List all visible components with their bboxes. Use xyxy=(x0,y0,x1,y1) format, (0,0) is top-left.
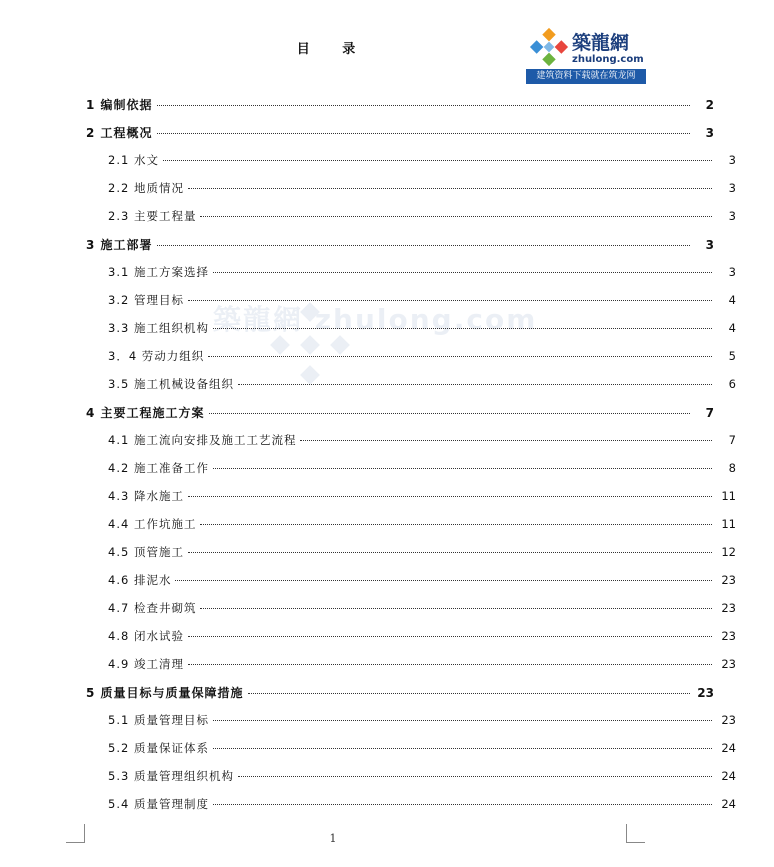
toc-entry[interactable] xyxy=(0,376,774,394)
toc-entry-label: 4.6 排泥水 xyxy=(108,573,172,587)
toc-entry[interactable] xyxy=(0,404,752,422)
toc-entry[interactable] xyxy=(0,208,774,226)
toc-entry-page: 23 xyxy=(721,629,736,643)
toc-entry[interactable] xyxy=(0,292,774,310)
toc-entry-page: 24 xyxy=(721,769,736,783)
toc-entry[interactable] xyxy=(0,768,774,786)
watermark-text: 築龍網 zhulong.com xyxy=(213,303,538,336)
toc-leader-dots xyxy=(157,245,690,246)
toc-leader-dots xyxy=(200,524,712,525)
toc-leader-dots xyxy=(188,496,712,497)
toc-entry[interactable] xyxy=(0,572,774,590)
toc-leader-dots xyxy=(300,440,712,441)
toc-leader-dots xyxy=(213,272,712,273)
toc-leader-dots xyxy=(213,720,712,721)
toc-leader-dots xyxy=(188,636,712,637)
toc-entry-page: 6 xyxy=(728,377,736,391)
toc-entry[interactable] xyxy=(0,628,774,646)
toc-title: 目 录 xyxy=(296,42,370,57)
toc-leader-dots xyxy=(188,552,712,553)
toc-entry[interactable] xyxy=(0,516,774,534)
toc-entry-label: 4.7 检查井砌筑 xyxy=(108,601,197,615)
toc-entry[interactable] xyxy=(0,264,774,282)
toc-entry-label: 4.2 施工准备工作 xyxy=(108,461,209,475)
toc-entry-page: 23 xyxy=(697,686,714,700)
toc-entry-label: 4.4 工作坑施工 xyxy=(108,517,197,531)
toc-entry-page: 3 xyxy=(705,126,714,140)
toc-entry-page: 7 xyxy=(728,433,736,447)
toc-leader-dots xyxy=(200,216,712,217)
toc-entry[interactable] xyxy=(0,712,774,730)
toc-entry[interactable] xyxy=(0,796,774,814)
toc-entry-label: 3 施工部署 xyxy=(86,238,153,252)
toc-entry-label: 4 主要工程施工方案 xyxy=(86,406,205,420)
toc-entry[interactable] xyxy=(0,180,774,198)
toc-leader-dots xyxy=(163,160,712,161)
toc-entry[interactable] xyxy=(0,152,774,170)
toc-entry-label: 5.3 质量管理组织机构 xyxy=(108,769,234,783)
toc-entry[interactable] xyxy=(0,96,752,114)
page-number: 1 xyxy=(329,832,337,845)
toc-entry-page: 5 xyxy=(728,349,736,363)
logo-domain: zhulong.com xyxy=(572,54,644,65)
toc-entry-label: 4.9 竣工清理 xyxy=(108,657,184,671)
toc-leader-dots xyxy=(188,300,712,301)
toc-entry-page: 3 xyxy=(728,153,736,167)
toc-leader-dots xyxy=(208,356,712,357)
toc-leader-dots xyxy=(157,105,690,106)
toc-entry[interactable] xyxy=(0,236,752,254)
toc-entry-page: 23 xyxy=(721,601,736,615)
toc-leader-dots xyxy=(213,468,712,469)
toc-leader-dots xyxy=(209,413,690,414)
toc-entry-page: 23 xyxy=(721,657,736,671)
toc-entry[interactable] xyxy=(0,544,774,562)
toc-leader-dots xyxy=(248,693,690,694)
toc-entry-page: 3 xyxy=(728,209,736,223)
toc-entry-label: 1 编制依据 xyxy=(86,98,153,112)
toc-entry-label: 3.3 施工组织机构 xyxy=(108,321,209,335)
toc-entry-page: 12 xyxy=(721,545,736,559)
toc-entry[interactable] xyxy=(0,460,774,478)
toc-entry[interactable] xyxy=(0,488,774,506)
toc-entry-label: 5.1 质量管理目标 xyxy=(108,713,209,727)
toc-entry[interactable] xyxy=(0,320,774,338)
toc-entry-label: 2.3 主要工程量 xyxy=(108,209,197,223)
toc-entry-label: 4.1 施工流向安排及施工工艺流程 xyxy=(108,433,297,447)
toc-entry-label: 2 工程概况 xyxy=(86,126,153,140)
toc-entry-page: 23 xyxy=(721,713,736,727)
toc-leader-dots xyxy=(213,328,712,329)
toc-entry[interactable] xyxy=(0,124,752,142)
toc-entry-page: 4 xyxy=(728,321,736,335)
logo-name: 築龍網 xyxy=(572,32,630,54)
toc-entry-page: 7 xyxy=(705,406,714,420)
toc-entry-page: 4 xyxy=(728,293,736,307)
toc-entry-page: 3 xyxy=(728,265,736,279)
toc-leader-dots xyxy=(188,664,712,665)
toc-entry-label: 5.2 质量保证体系 xyxy=(108,741,209,755)
toc-entry[interactable] xyxy=(0,740,774,758)
toc-entry-label: 3.1 施工方案选择 xyxy=(108,265,209,279)
toc-entry-page: 24 xyxy=(721,797,736,811)
toc-entry-label: 4.5 顶管施工 xyxy=(108,545,184,559)
toc-entry[interactable] xyxy=(0,656,774,674)
toc-entry-label: 4.8 闭水试验 xyxy=(108,629,184,643)
toc-leader-dots xyxy=(157,133,690,134)
logo-tagline: 建筑资料下载就在筑龙网 xyxy=(526,69,646,84)
toc-entry-label: 4.3 降水施工 xyxy=(108,489,184,503)
toc-leader-dots xyxy=(213,748,712,749)
toc-entry[interactable] xyxy=(0,432,774,450)
toc-entry-page: 3 xyxy=(705,238,714,252)
toc-leader-dots xyxy=(238,776,712,777)
toc-entry-page: 8 xyxy=(728,461,736,475)
toc-leader-dots xyxy=(200,608,712,609)
toc-leader-dots xyxy=(175,580,712,581)
toc-entry-label: 3.2 管理目标 xyxy=(108,293,184,307)
toc-entry-label: 5.4 质量管理制度 xyxy=(108,797,209,811)
toc-entry-label: 2.2 地质情况 xyxy=(108,181,184,195)
toc-entry-page: 11 xyxy=(721,489,736,503)
toc-entry-page: 3 xyxy=(728,181,736,195)
toc-leader-dots xyxy=(213,804,712,805)
toc-entry[interactable] xyxy=(0,600,774,618)
toc-entry-page: 24 xyxy=(721,741,736,755)
toc-leader-dots xyxy=(188,188,712,189)
toc-entry-label: 3.5 施工机械设备组织 xyxy=(108,377,234,391)
toc-entry-label: 5 质量目标与质量保障措施 xyxy=(86,686,244,700)
toc-entry[interactable] xyxy=(0,684,752,702)
toc-entry-page: 11 xyxy=(721,517,736,531)
toc-entry-page: 2 xyxy=(705,98,714,112)
toc-entry-label: 3．4 劳动力组织 xyxy=(108,349,205,363)
toc-leader-dots xyxy=(238,384,712,385)
toc-entry-label: 2.1 水文 xyxy=(108,153,159,167)
toc-entry[interactable] xyxy=(0,348,774,366)
toc-entry-page: 23 xyxy=(721,573,736,587)
